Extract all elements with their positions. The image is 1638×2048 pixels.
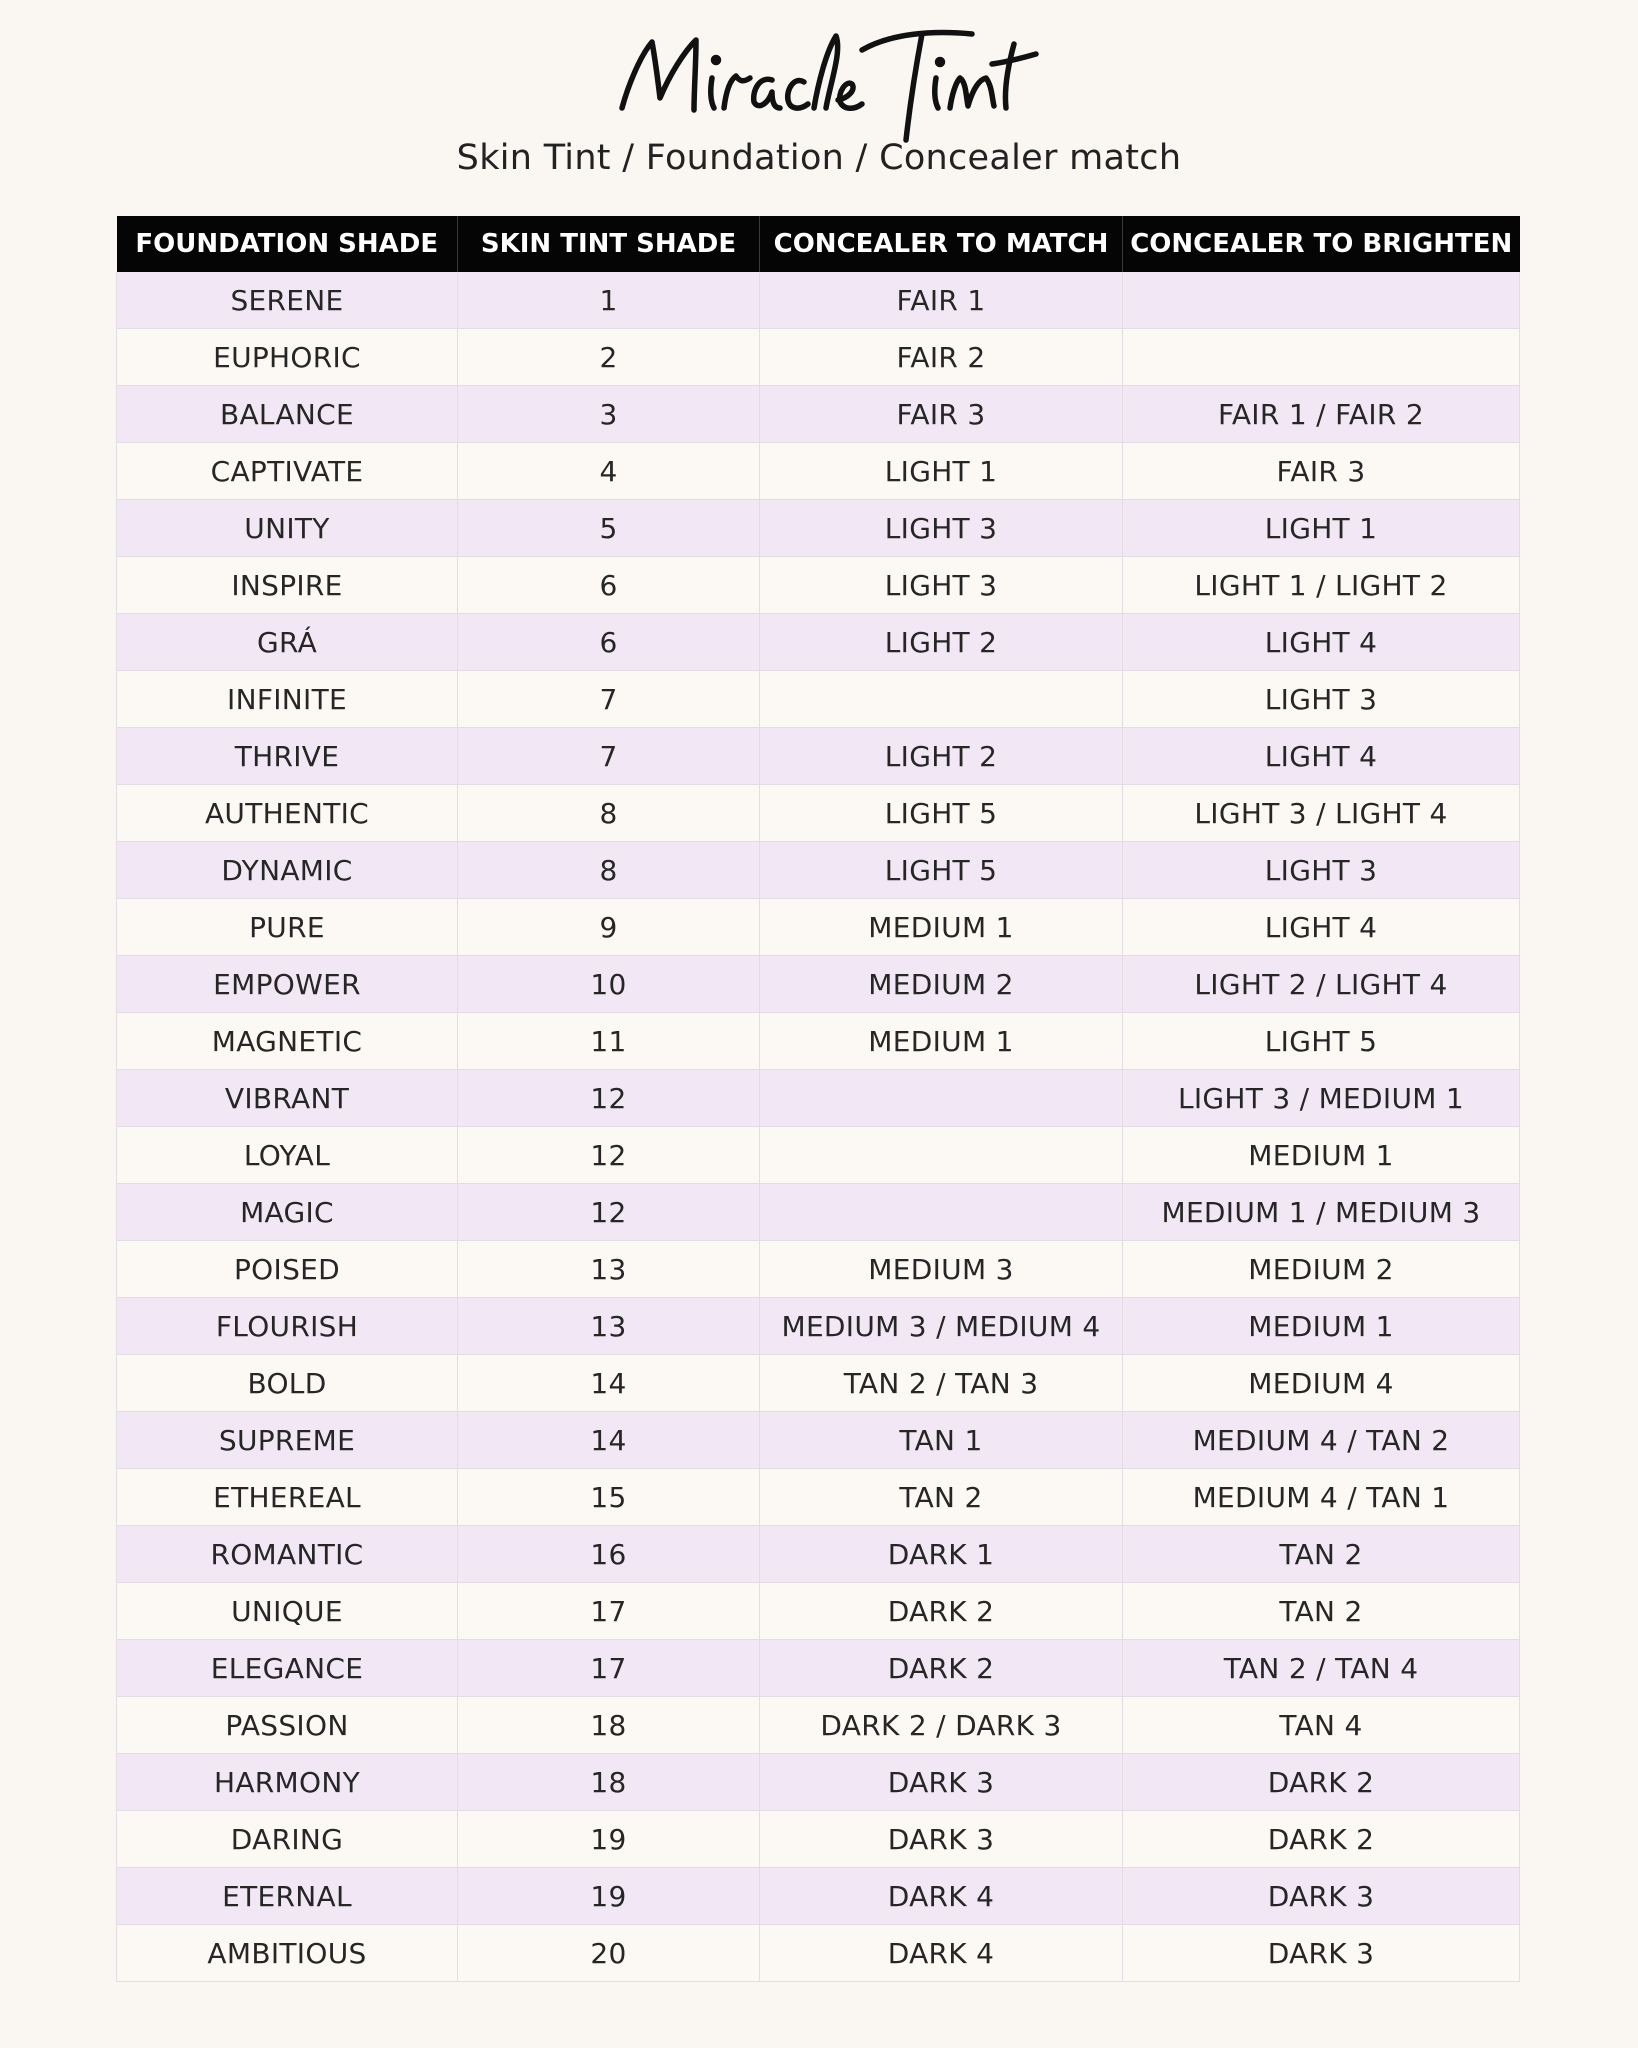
table-row (117, 1241, 1520, 1298)
foundation-shade-cell: MAGIC (117, 1184, 458, 1241)
foundation-shade-cell: AUTHENTIC (117, 785, 458, 842)
concealer-brighten-cell: MEDIUM 4 / TAN 1 (1123, 1469, 1520, 1526)
foundation-shade-cell: INFINITE (117, 671, 458, 728)
table-row (117, 1640, 1520, 1697)
table-row (117, 443, 1520, 500)
concealer-brighten-cell: LIGHT 1 (1123, 500, 1520, 557)
concealer-brighten-cell: TAN 2 (1123, 1526, 1520, 1583)
shade-match-table (116, 216, 1520, 1982)
header-foundation-shade: FOUNDATION SHADE (117, 216, 458, 272)
skin-tint-shade-cell: 3 (458, 386, 760, 443)
concealer-match-cell: DARK 2 / DARK 3 (760, 1697, 1123, 1754)
table-row (117, 1355, 1520, 1412)
skin-tint-shade-cell: 19 (458, 1868, 760, 1925)
skin-tint-shade-cell: 8 (458, 785, 760, 842)
concealer-brighten-cell: LIGHT 5 (1123, 1013, 1520, 1070)
skin-tint-shade-cell: 15 (458, 1469, 760, 1526)
concealer-match-cell: LIGHT 3 (760, 557, 1123, 614)
concealer-match-cell (760, 671, 1123, 728)
concealer-match-cell: DARK 3 (760, 1754, 1123, 1811)
concealer-match-cell: FAIR 1 (760, 272, 1123, 329)
table-row (117, 1925, 1520, 1982)
foundation-shade-cell: BALANCE (117, 386, 458, 443)
concealer-match-cell: LIGHT 5 (760, 842, 1123, 899)
skin-tint-shade-cell: 7 (458, 728, 760, 785)
table-row (117, 1013, 1520, 1070)
skin-tint-shade-cell: 2 (458, 329, 760, 386)
skin-tint-shade-cell: 10 (458, 956, 760, 1013)
table-row (117, 842, 1520, 899)
concealer-match-cell: MEDIUM 3 (760, 1241, 1123, 1298)
concealer-brighten-cell: DARK 3 (1123, 1925, 1520, 1982)
concealer-match-cell: DARK 4 (760, 1868, 1123, 1925)
skin-tint-shade-cell: 11 (458, 1013, 760, 1070)
table-row (117, 1298, 1520, 1355)
concealer-brighten-cell: LIGHT 3 (1123, 842, 1520, 899)
foundation-shade-cell: VIBRANT (117, 1070, 458, 1127)
page-header (0, 0, 1638, 200)
concealer-brighten-cell: MEDIUM 1 / MEDIUM 3 (1123, 1184, 1520, 1241)
concealer-match-cell: LIGHT 3 (760, 500, 1123, 557)
table-row (117, 1127, 1520, 1184)
concealer-brighten-cell (1123, 329, 1520, 386)
table-row (117, 1811, 1520, 1868)
table-body (117, 272, 1520, 1982)
skin-tint-shade-cell: 20 (458, 1925, 760, 1982)
concealer-brighten-cell: LIGHT 2 / LIGHT 4 (1123, 956, 1520, 1013)
table-row (117, 272, 1520, 329)
concealer-brighten-cell: TAN 4 (1123, 1697, 1520, 1754)
concealer-brighten-cell: DARK 2 (1123, 1754, 1520, 1811)
header-concealer-to-brighten: CONCEALER TO BRIGHTEN (1123, 216, 1520, 272)
concealer-match-cell: DARK 1 (760, 1526, 1123, 1583)
table-row (117, 1868, 1520, 1925)
concealer-match-cell: DARK 2 (760, 1583, 1123, 1640)
concealer-brighten-cell: MEDIUM 4 / TAN 2 (1123, 1412, 1520, 1469)
skin-tint-shade-cell: 5 (458, 500, 760, 557)
foundation-shade-cell: EMPOWER (117, 956, 458, 1013)
skin-tint-shade-cell: 12 (458, 1184, 760, 1241)
foundation-shade-cell: SERENE (117, 272, 458, 329)
concealer-brighten-cell: TAN 2 / TAN 4 (1123, 1640, 1520, 1697)
skin-tint-shade-cell: 18 (458, 1697, 760, 1754)
header-row (117, 216, 1520, 272)
foundation-shade-cell: AMBITIOUS (117, 1925, 458, 1982)
table-header (117, 216, 1520, 272)
table-row (117, 614, 1520, 671)
miracle-tint-script-logo (600, 12, 1040, 152)
concealer-match-cell: TAN 2 / TAN 3 (760, 1355, 1123, 1412)
table-row (117, 1070, 1520, 1127)
skin-tint-shade-cell: 13 (458, 1298, 760, 1355)
table-row (117, 671, 1520, 728)
foundation-shade-cell: SUPREME (117, 1412, 458, 1469)
concealer-brighten-cell: DARK 2 (1123, 1811, 1520, 1868)
table-row (117, 1583, 1520, 1640)
skin-tint-shade-cell: 6 (458, 614, 760, 671)
skin-tint-shade-cell: 13 (458, 1241, 760, 1298)
concealer-brighten-cell: MEDIUM 1 (1123, 1127, 1520, 1184)
concealer-brighten-cell: MEDIUM 2 (1123, 1241, 1520, 1298)
table-row (117, 1754, 1520, 1811)
header-skin-tint-shade: SKIN TINT SHADE (458, 216, 760, 272)
concealer-brighten-cell: DARK 3 (1123, 1868, 1520, 1925)
skin-tint-shade-cell: 19 (458, 1811, 760, 1868)
foundation-shade-cell: BOLD (117, 1355, 458, 1412)
skin-tint-shade-cell: 1 (458, 272, 760, 329)
concealer-match-cell: DARK 4 (760, 1925, 1123, 1982)
concealer-brighten-cell: LIGHT 3 / LIGHT 4 (1123, 785, 1520, 842)
concealer-brighten-cell (1123, 272, 1520, 329)
foundation-shade-cell: ROMANTIC (117, 1526, 458, 1583)
concealer-brighten-cell: MEDIUM 4 (1123, 1355, 1520, 1412)
foundation-shade-cell: ETHEREAL (117, 1469, 458, 1526)
skin-tint-shade-cell: 18 (458, 1754, 760, 1811)
foundation-shade-cell: PURE (117, 899, 458, 956)
concealer-brighten-cell: TAN 2 (1123, 1583, 1520, 1640)
foundation-shade-cell: EUPHORIC (117, 329, 458, 386)
concealer-match-cell: MEDIUM 1 (760, 1013, 1123, 1070)
table-row (117, 1526, 1520, 1583)
table-row (117, 1469, 1520, 1526)
concealer-brighten-cell: LIGHT 1 / LIGHT 2 (1123, 557, 1520, 614)
concealer-brighten-cell: FAIR 1 / FAIR 2 (1123, 386, 1520, 443)
foundation-shade-cell: UNITY (117, 500, 458, 557)
page-subtitle: Skin Tint / Foundation / Concealer match (456, 138, 1182, 178)
foundation-shade-cell: GRÁ (117, 614, 458, 671)
table-row (117, 500, 1520, 557)
concealer-brighten-cell: LIGHT 4 (1123, 728, 1520, 785)
table-row (117, 728, 1520, 785)
concealer-brighten-cell: FAIR 3 (1123, 443, 1520, 500)
foundation-shade-cell: UNIQUE (117, 1583, 458, 1640)
skin-tint-shade-cell: 17 (458, 1640, 760, 1697)
foundation-shade-cell: MAGNETIC (117, 1013, 458, 1070)
foundation-shade-cell: LOYAL (117, 1127, 458, 1184)
brand-logo (600, 12, 1040, 152)
concealer-match-cell: DARK 3 (760, 1811, 1123, 1868)
concealer-match-cell: FAIR 3 (760, 386, 1123, 443)
concealer-match-cell: LIGHT 2 (760, 728, 1123, 785)
foundation-shade-cell: POISED (117, 1241, 458, 1298)
concealer-match-cell: MEDIUM 2 (760, 956, 1123, 1013)
foundation-shade-cell: INSPIRE (117, 557, 458, 614)
concealer-match-cell: LIGHT 2 (760, 614, 1123, 671)
table-row (117, 1184, 1520, 1241)
skin-tint-shade-cell: 14 (458, 1412, 760, 1469)
concealer-brighten-cell: LIGHT 3 (1123, 671, 1520, 728)
foundation-shade-cell: ETERNAL (117, 1868, 458, 1925)
concealer-match-cell: MEDIUM 1 (760, 899, 1123, 956)
table-row (117, 956, 1520, 1013)
skin-tint-shade-cell: 6 (458, 557, 760, 614)
skin-tint-shade-cell: 16 (458, 1526, 760, 1583)
concealer-brighten-cell: LIGHT 3 / MEDIUM 1 (1123, 1070, 1520, 1127)
table-row (117, 386, 1520, 443)
concealer-brighten-cell: LIGHT 4 (1123, 614, 1520, 671)
concealer-match-cell (760, 1070, 1123, 1127)
table-row (117, 1697, 1520, 1754)
table-row (117, 1412, 1520, 1469)
skin-tint-shade-cell: 12 (458, 1070, 760, 1127)
concealer-brighten-cell: MEDIUM 1 (1123, 1298, 1520, 1355)
concealer-brighten-cell: LIGHT 4 (1123, 899, 1520, 956)
table-row (117, 785, 1520, 842)
skin-tint-shade-cell: 9 (458, 899, 760, 956)
foundation-shade-cell: DARING (117, 1811, 458, 1868)
foundation-shade-cell: DYNAMIC (117, 842, 458, 899)
skin-tint-shade-cell: 14 (458, 1355, 760, 1412)
table-row (117, 557, 1520, 614)
skin-tint-shade-cell: 8 (458, 842, 760, 899)
skin-tint-shade-cell: 12 (458, 1127, 760, 1184)
foundation-shade-cell: ELEGANCE (117, 1640, 458, 1697)
skin-tint-shade-cell: 7 (458, 671, 760, 728)
table-row (117, 329, 1520, 386)
concealer-match-cell: LIGHT 5 (760, 785, 1123, 842)
concealer-match-cell (760, 1127, 1123, 1184)
concealer-match-cell: LIGHT 1 (760, 443, 1123, 500)
header-concealer-to-match: CONCEALER TO MATCH (760, 216, 1123, 272)
skin-tint-shade-cell: 17 (458, 1583, 760, 1640)
foundation-shade-cell: THRIVE (117, 728, 458, 785)
table-row (117, 899, 1520, 956)
skin-tint-shade-cell: 4 (458, 443, 760, 500)
foundation-shade-cell: CAPTIVATE (117, 443, 458, 500)
foundation-shade-cell: PASSION (117, 1697, 458, 1754)
foundation-shade-cell: HARMONY (117, 1754, 458, 1811)
concealer-match-cell: MEDIUM 3 / MEDIUM 4 (760, 1298, 1123, 1355)
concealer-match-cell: DARK 2 (760, 1640, 1123, 1697)
concealer-match-cell (760, 1184, 1123, 1241)
concealer-match-cell: TAN 1 (760, 1412, 1123, 1469)
concealer-match-cell: TAN 2 (760, 1469, 1123, 1526)
concealer-match-cell: FAIR 2 (760, 329, 1123, 386)
foundation-shade-cell: FLOURISH (117, 1298, 458, 1355)
